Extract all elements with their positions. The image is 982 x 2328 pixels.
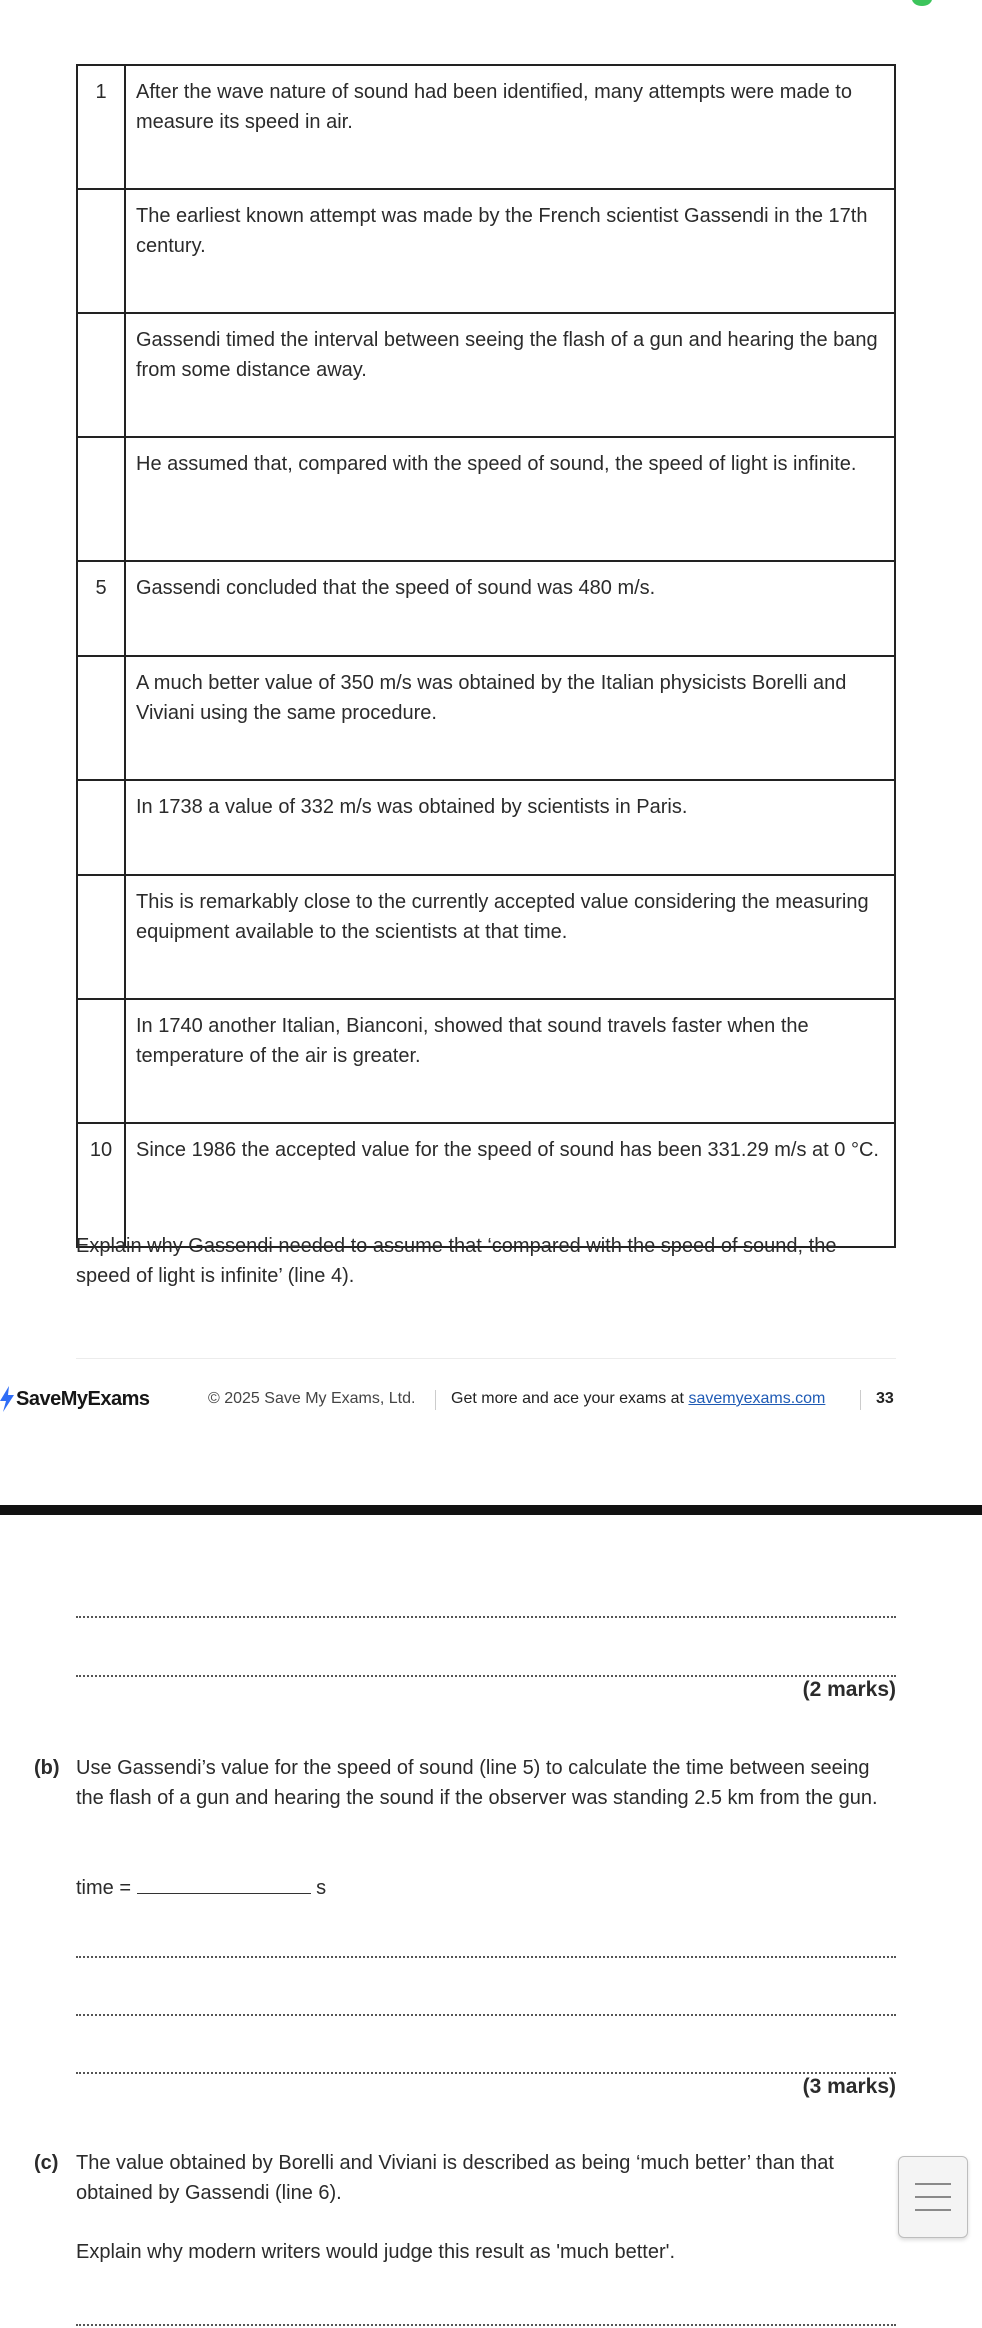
line-number (77, 656, 125, 780)
passage-row (77, 313, 895, 437)
question-c-subprompt: Explain why modern writers would judge this result as 'much better'. (76, 2241, 676, 2263)
page-footer (0, 1384, 982, 1416)
line-text: In 1740 another Italian, Bianconi, showed that sound travels faster when the temperature of the air is greater. (125, 999, 895, 1123)
answer-line[interactable] (76, 2072, 896, 2074)
logo-text: SaveMyExams (16, 1387, 150, 1410)
passage-row (77, 561, 895, 656)
menu-button[interactable] (898, 2156, 968, 2238)
footer-cta (451, 1390, 825, 1408)
answer-line[interactable] (76, 1675, 896, 1677)
answer-line[interactable] (76, 2324, 896, 2326)
answer-line[interactable] (76, 1956, 896, 1958)
line-number (77, 189, 125, 313)
line-text: Since 1986 the accepted value for the speed of sound has been 331.29 m/s at 0 °C. (125, 1123, 895, 1247)
question-c-label: (c) (34, 2152, 59, 2174)
line-text: This is remarkably close to the currently accepted value considering the measuring equipment available to the scientists at that time. (125, 875, 895, 999)
copyright-text: © 2025 Save My Exams, Ltd. (208, 1390, 416, 1407)
passage-row (77, 437, 895, 561)
passage-row (77, 656, 895, 780)
line-text: Gassendi timed the interval between seeing the flash of a gun and hearing the bang from some distance away. (125, 313, 895, 437)
line-number: 1 (77, 65, 125, 189)
passage-row (77, 780, 895, 875)
question-a-prompt: Explain why Gassendi needed to assume that ‘compared with the speed of sound, the speed of light is infinite’ (line 4). (76, 1235, 837, 1287)
time-label: time = (76, 1877, 137, 1899)
footer-divider (76, 1358, 896, 1359)
passage-table (76, 64, 896, 1248)
line-number: 10 (77, 1123, 125, 1247)
line-number (77, 875, 125, 999)
marks-label: (3 marks) (802, 2075, 896, 2098)
time-unit: s (310, 1877, 327, 1899)
question-c-prompt: The value obtained by Borelli and Viviani is described as being ‘much better’ than that obtained by Gassendi (line 6). (76, 2152, 834, 2204)
page-break-bar (0, 1505, 982, 1515)
passage-row (77, 1123, 895, 1247)
footer-separator (860, 1390, 861, 1410)
page-number: 33 (876, 1390, 894, 1407)
passage-row (77, 65, 895, 189)
menu-icon-bar (915, 2196, 951, 2198)
footer-separator (435, 1390, 436, 1410)
line-text: The earliest known attempt was made by the French scientist Gassendi in the 17th century. (125, 189, 895, 313)
time-answer-row (76, 1871, 896, 1903)
answer-line[interactable] (76, 2014, 896, 2016)
line-text: A much better value of 350 m/s was obtained by the Italian physicists Borelli and Viviani using the same procedure. (125, 656, 895, 780)
answer-line[interactable] (76, 1616, 896, 1618)
cta-prefix: Get more and ace your exams at (451, 1390, 689, 1407)
line-number (77, 780, 125, 875)
line-text: After the wave nature of sound had been identified, many attempts were made to measure its speed in air. (125, 65, 895, 189)
line-text: Gassendi concluded that the speed of sound was 480 m/s. (125, 561, 895, 656)
marks-label: (2 marks) (802, 1678, 896, 1701)
question-b-prompt: Use Gassendi’s value for the speed of sound (line 5) to calculate the time between seeing the flash of a gun and hearing the sound if the observer was standing 2.5 km from the gun. (76, 1757, 878, 1809)
passage-row (77, 875, 895, 999)
passage-row (77, 999, 895, 1123)
passage-row (77, 189, 895, 313)
savemyexams-link[interactable]: savemyexams.com (688, 1390, 826, 1407)
menu-icon-bar (915, 2183, 951, 2185)
status-dot (912, 0, 932, 6)
line-number (77, 313, 125, 437)
line-number (77, 999, 125, 1123)
time-answer-input[interactable] (137, 1871, 311, 1894)
line-text: He assumed that, compared with the speed of sound, the speed of light is infinite. (125, 437, 895, 561)
question-b-label: (b) (34, 1757, 60, 1779)
line-text: In 1738 a value of 332 m/s was obtained by scientists in Paris. (125, 780, 895, 875)
savemyexams-logo[interactable] (0, 1386, 149, 1412)
menu-icon-bar (915, 2209, 951, 2211)
line-number (77, 437, 125, 561)
line-number: 5 (77, 561, 125, 656)
bolt-icon (0, 1386, 14, 1412)
